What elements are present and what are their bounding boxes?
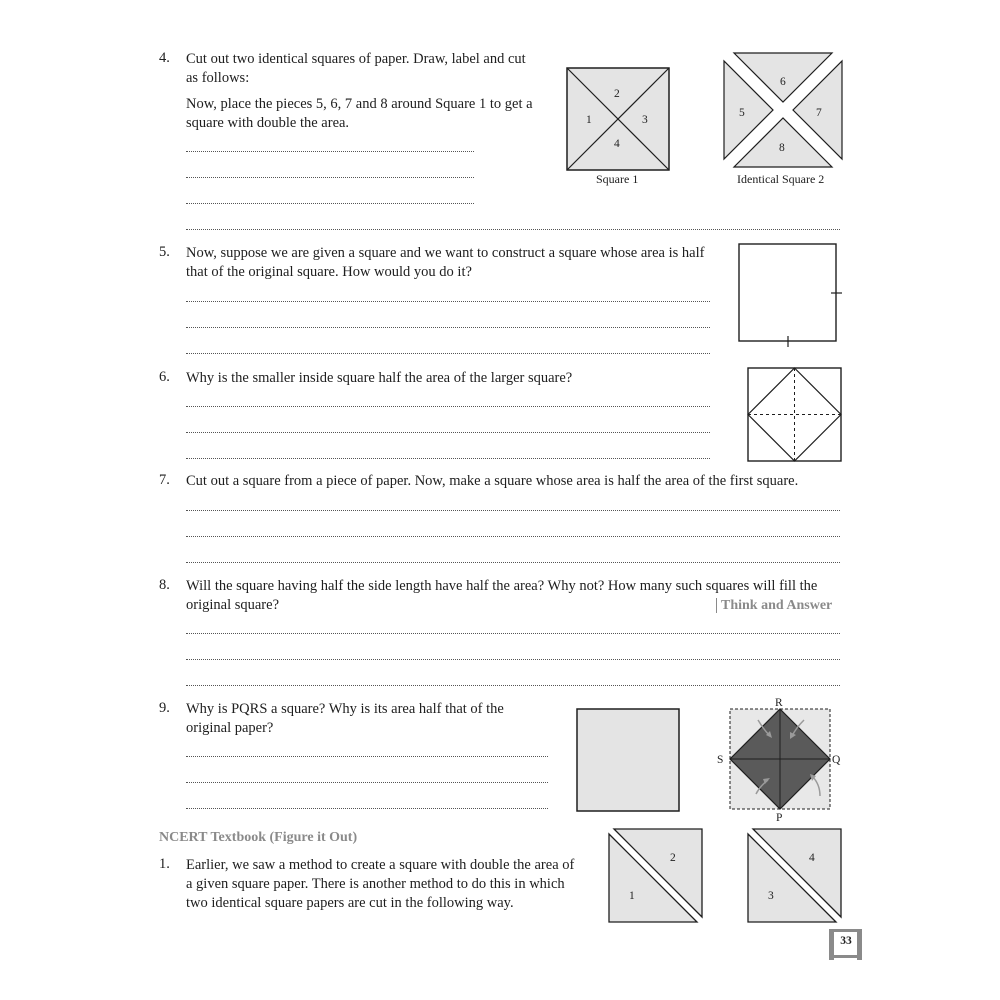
square-1-caption: Square 1 (596, 172, 639, 186)
page-number: 33 (840, 935, 852, 947)
answer-line (186, 327, 710, 328)
answer-line (186, 685, 840, 686)
q8-line2: original square? (186, 597, 280, 613)
q4-line1: Cut out two identical squares of paper. Draw, label and cut (186, 51, 526, 67)
fig2-label-5: 5 (739, 107, 745, 119)
answer-line (186, 756, 548, 757)
label-s: S (717, 754, 724, 766)
q9-line1: Why is PQRS a square? Why is its area half that of the (186, 701, 504, 717)
label-q: Q (832, 754, 841, 766)
q4-line3: Now, place the pieces 5, 6, 7 and 8 around Square 1 to get a (186, 96, 533, 112)
q8-line1: Will the square having half the side length have half the area? Why not? How many such squares will fill the (186, 578, 818, 594)
square-with-marks-figure (738, 243, 844, 349)
fig-a-label-2: 2 (670, 852, 676, 864)
answer-line (186, 782, 548, 783)
answer-line (186, 301, 710, 302)
q9-number: 9. (159, 700, 170, 716)
fig1-label-1: 1 (586, 114, 592, 126)
answer-line (186, 562, 840, 563)
q7-line1: Cut out a square from a piece of paper. Now, make a square whose area is half the area of the first square. (186, 473, 799, 489)
q9-line2: original paper? (186, 720, 274, 736)
q4-line2: as follows: (186, 70, 250, 86)
fig-b-label-4: 4 (809, 852, 815, 864)
ncert-q1-line2: a given square paper. There is another method to do this in which (186, 876, 565, 892)
cut-square-figure-a (608, 828, 704, 924)
q5-number: 5. (159, 244, 170, 260)
label-p: P (776, 812, 783, 822)
ncert-heading: NCERT Textbook (Figure it Out) (159, 830, 358, 845)
fig2-label-6: 6 (780, 76, 786, 88)
fig2-label-8: 8 (779, 142, 785, 154)
q4-number: 4. (159, 50, 170, 66)
q6-number: 6. (159, 369, 170, 385)
square-2-caption: Identical Square 2 (737, 172, 825, 186)
answer-line (186, 510, 840, 511)
q5-line2: that of the original square. How would you do it? (186, 264, 472, 280)
label-r: R (775, 697, 783, 709)
ncert-q1-number: 1. (159, 856, 170, 872)
answer-line (186, 353, 710, 354)
think-and-answer-tag: Think and Answer (716, 598, 832, 613)
fig1-label-4: 4 (614, 138, 620, 150)
answer-line (186, 203, 474, 204)
paper-square-figure (576, 708, 680, 812)
answer-line (186, 458, 710, 459)
fig2-label-7: 7 (816, 107, 822, 119)
page-number-badge (829, 929, 862, 960)
fig1-label-2: 2 (614, 88, 620, 100)
answer-line (186, 229, 840, 230)
answer-line (186, 432, 710, 433)
q6-line1: Why is the smaller inside square half the area of the larger square? (186, 370, 573, 386)
answer-line (186, 659, 840, 660)
answer-line (186, 808, 548, 809)
q7-number: 7. (159, 472, 170, 488)
answer-line (186, 536, 840, 537)
fig-b-label-3: 3 (768, 890, 774, 902)
cut-square-figure-b (747, 828, 843, 924)
square-2-figure (723, 52, 843, 168)
pqrs-figure (712, 696, 846, 822)
answer-line (186, 177, 474, 178)
answer-line (186, 406, 710, 407)
answer-line (186, 633, 840, 634)
ncert-q1-line1: Earlier, we saw a method to create a square with double the area of (186, 857, 575, 873)
ncert-q1-line3: two identical square papers are cut in the following way. (186, 895, 514, 911)
q5-line1: Now, suppose we are given a square and we want to construct a square whose area is half (186, 245, 705, 261)
answer-line (186, 151, 474, 152)
q8-number: 8. (159, 577, 170, 593)
fig-a-label-1: 1 (629, 890, 635, 902)
fig1-label-3: 3 (642, 114, 648, 126)
square-1-figure (566, 67, 670, 171)
inscribed-square-figure (747, 367, 843, 463)
q4-line4: square with double the area. (186, 115, 350, 131)
